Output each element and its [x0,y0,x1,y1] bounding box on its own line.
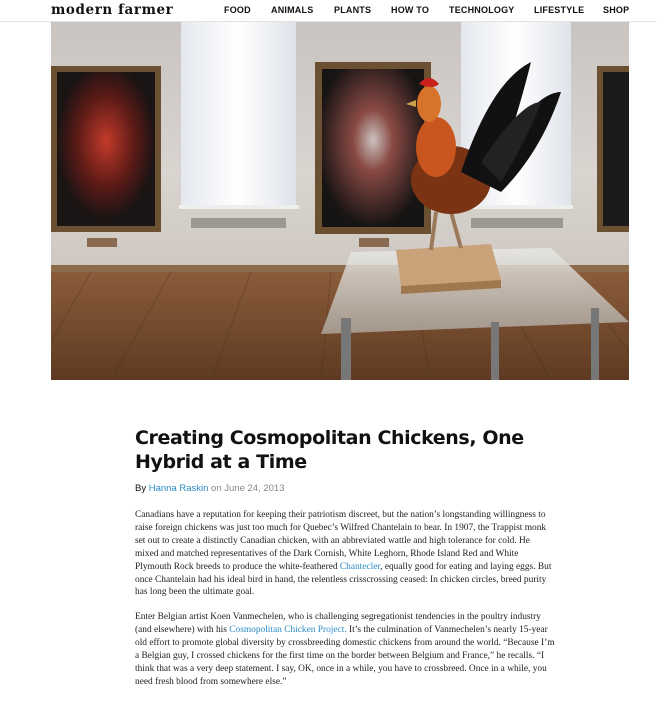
nav-item-plants[interactable]: PLANTS [334,5,372,15]
site-header [0,0,657,22]
paragraph-2-text-a: Enter Belgian artist Koen Vanmechelen, who is challenging segregationist tendencies in the poultry industry (and elsewhere) with his [135,612,541,636]
article-title: Creating Cosmopolitan Chickens, One Hybrid at a Time [135,427,524,473]
byline-on: on [211,483,222,494]
gallery-rooster-photo [51,22,629,380]
chantecler-link[interactable]: Chantecler [339,561,381,572]
article-paragraph-2 [135,611,555,688]
byline [135,483,555,494]
site-logo[interactable]: modern farmer [51,2,174,18]
nav-item-animals[interactable]: ANIMALS [271,5,314,15]
paragraph-2-text-b: It’s the culmination of Vanmechelen’s nearly 15-year old effort to promote global diversity by crossbreeding domestic chickens from around the world. “Because I’m a Belgian guy, I crossed chickens for the first time on the border between Belgium and France,” he recalls. “I think that was a very deep statement. I say, OK, once in a while, you have to crossbreed. Once in a while, you need fresh blood from somewhere else.” [135,625,555,687]
byline-by: By [135,483,147,494]
article-paragraph-1 [135,509,555,599]
paragraph-1-text-a: Canadians have a reputation for keeping their patriotism discreet, but the nation’s longstanding willingness to raise foreign chickens was just too much for Quebec’s Wilfred Chantelain to bear. In 1907, the Trappist monk set out to create a distinctly Canadian chicken, with an abbreviated wattle and high tolerance for cold. He mixed and matched representatives of the Dark Cornish, White Leghorn, Rhode Island Red and White Plymouth Rock breeds to produce the white-feathered [135,510,547,572]
nav-item-shop[interactable]: SHOP [603,5,630,15]
main-nav [0,5,657,19]
author-link[interactable]: Hanna Raskin [148,483,209,494]
nav-item-technology[interactable]: TECHNOLOGY [449,5,515,15]
article [135,426,555,689]
nav-item-lifestyle[interactable]: LIFESTYLE [534,5,585,15]
nav-item-how-to[interactable]: HOW TO [391,5,430,15]
nav-item-food[interactable]: FOOD [224,5,251,15]
publish-date: June 24, 2013 [224,483,285,494]
hero-image [51,22,629,380]
paragraph-1-text-b: , equally good for eating and laying eggs. But once Chantelain had his ideal bird in hand, the relentless crisscrossing ceased: In chicken circles, breed purity has long been the ultimate goal. [135,561,552,598]
cosmopolitan-chicken-project-link[interactable]: Cosmopolitan Chicken Project. [229,625,347,636]
